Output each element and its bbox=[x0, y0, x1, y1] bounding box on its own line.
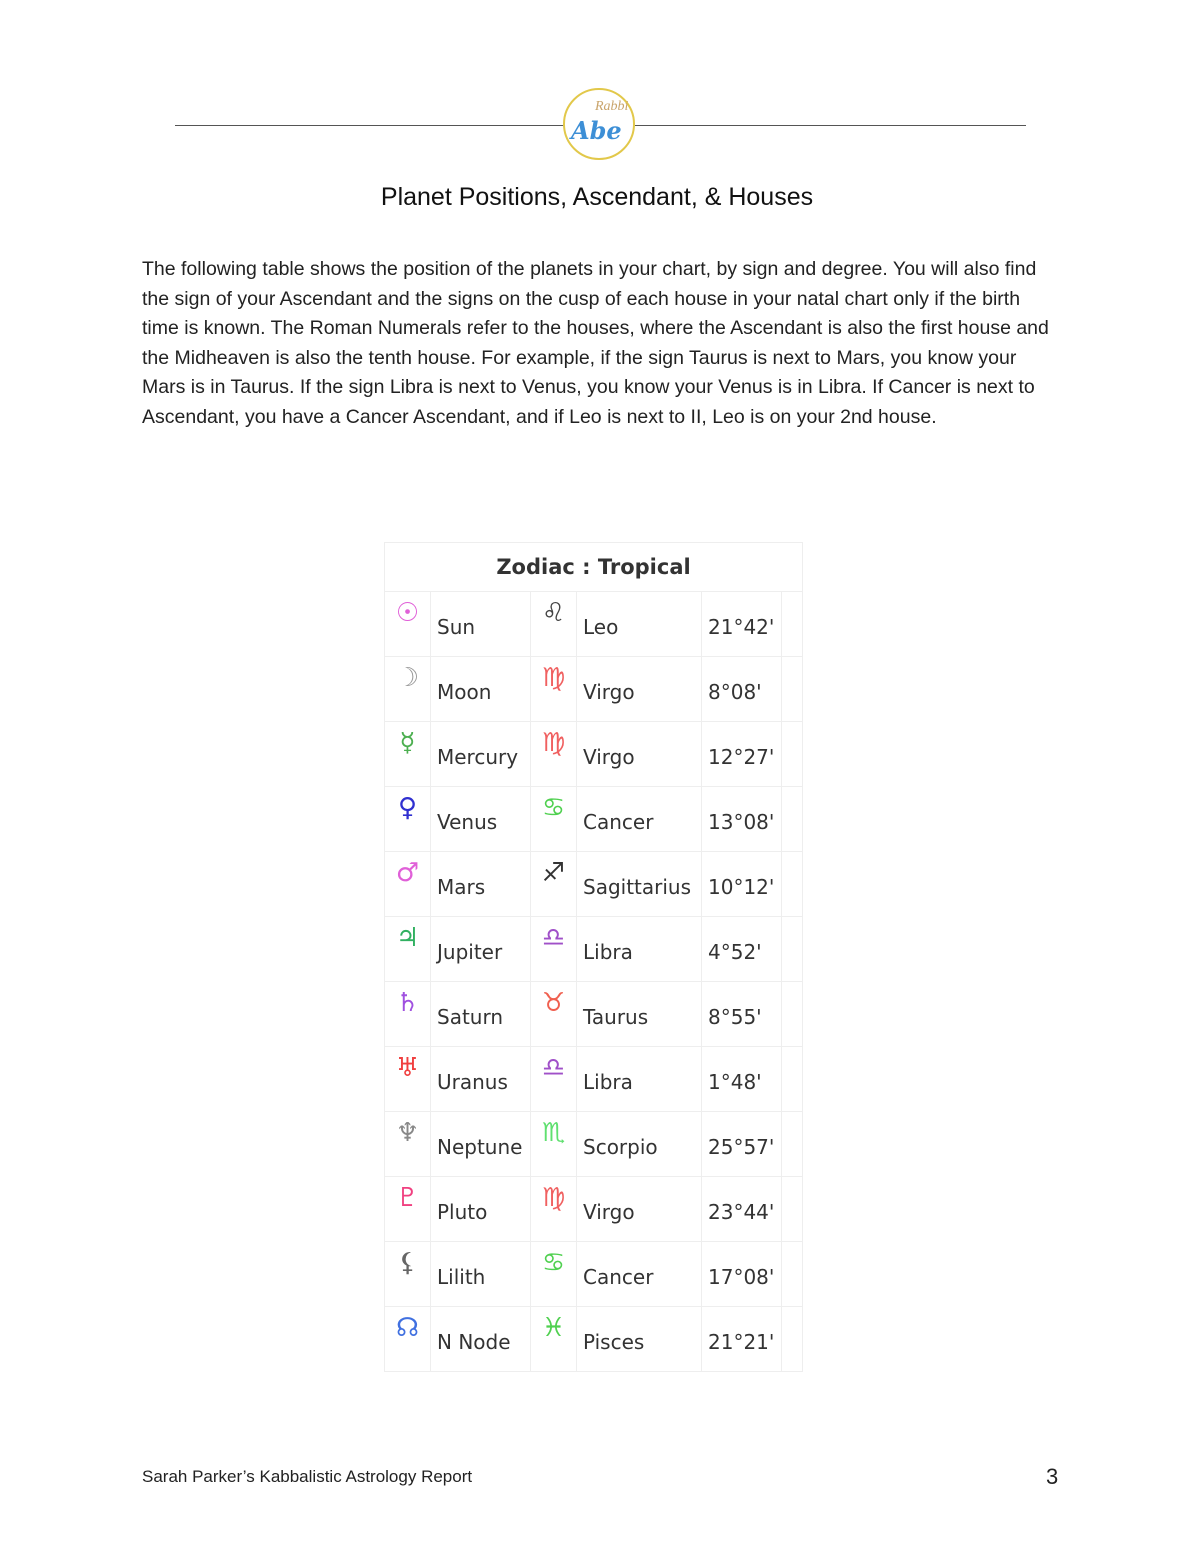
empty-cell bbox=[782, 982, 803, 1047]
logo-abe: Abe bbox=[571, 116, 622, 145]
planet-name: Lilith bbox=[431, 1242, 531, 1307]
table-row bbox=[385, 592, 803, 657]
taurus-icon: ♉︎ bbox=[531, 982, 577, 1047]
pisces-icon: ♓︎ bbox=[531, 1307, 577, 1372]
libra-icon: ♎︎ bbox=[531, 1047, 577, 1112]
north-node-icon: ☊︎ bbox=[385, 1307, 431, 1372]
intro-paragraph: The following table shows the position of the planets in your chart, by sign and degree. You will also find the sign of your Ascendant and the signs on the cusp of each house in your natal chart only if the birth time is known. The Roman Numerals refer to the houses, where the Ascendant is also the first house and the Midheaven is also the tenth house. For example, if the sign Taurus is next to Mars, you know your Mars is in Taurus. If the sign Libra is next to Venus, you know your Venus is in Libra. If Cancer is next to Ascendant, you have a Cancer Ascendant, and if Leo is next to II, Leo is on your 2nd house. bbox=[142, 258, 1049, 428]
degree: 21°42' bbox=[702, 592, 782, 657]
table-row bbox=[385, 1307, 803, 1372]
table-row bbox=[385, 1047, 803, 1112]
table-row bbox=[385, 657, 803, 722]
virgo-icon: ♍︎ bbox=[531, 722, 577, 787]
planet-name: Saturn bbox=[431, 982, 531, 1047]
sign-name: Virgo bbox=[577, 1177, 702, 1242]
empty-cell bbox=[782, 1177, 803, 1242]
footer-report-title: Sarah Parker’s Kabbalistic Astrology Report bbox=[142, 1467, 473, 1486]
table-heading: Zodiac : Tropical bbox=[385, 543, 803, 592]
cancer-icon: ♋︎ bbox=[531, 787, 577, 852]
sign-name: Cancer bbox=[577, 1242, 702, 1307]
degree: 23°44' bbox=[702, 1177, 782, 1242]
virgo-icon: ♍︎ bbox=[531, 1177, 577, 1242]
table-row bbox=[385, 1242, 803, 1307]
header-rule-right bbox=[635, 125, 1026, 126]
sign-name: Virgo bbox=[577, 722, 702, 787]
empty-cell bbox=[782, 657, 803, 722]
planet-name: Moon bbox=[431, 657, 531, 722]
planet-name: Neptune bbox=[431, 1112, 531, 1177]
planet-name: Sun bbox=[431, 592, 531, 657]
cancer-icon: ♋︎ bbox=[531, 1242, 577, 1307]
empty-cell bbox=[782, 1047, 803, 1112]
empty-cell bbox=[782, 917, 803, 982]
degree: 4°52' bbox=[702, 917, 782, 982]
table-row bbox=[385, 722, 803, 787]
table-row bbox=[385, 982, 803, 1047]
planet-positions-table bbox=[384, 542, 803, 1372]
moon-icon: ☽︎ bbox=[385, 657, 431, 722]
table-row bbox=[385, 917, 803, 982]
lilith-icon: ⚸︎ bbox=[385, 1242, 431, 1307]
degree: 25°57' bbox=[702, 1112, 782, 1177]
sagittarius-icon: ♐︎ bbox=[531, 852, 577, 917]
degree: 10°12' bbox=[702, 852, 782, 917]
planet-name: Pluto bbox=[431, 1177, 531, 1242]
table-row bbox=[385, 1177, 803, 1242]
sign-name: Leo bbox=[577, 592, 702, 657]
empty-cell bbox=[782, 1307, 803, 1372]
scorpio-icon: ♏︎ bbox=[531, 1112, 577, 1177]
sign-name: Sagittarius bbox=[577, 852, 702, 917]
degree: 8°08' bbox=[702, 657, 782, 722]
planet-name: Venus bbox=[431, 787, 531, 852]
sign-name: Libra bbox=[577, 1047, 702, 1112]
sun-icon: ☉︎ bbox=[385, 592, 431, 657]
empty-cell bbox=[782, 592, 803, 657]
sign-name: Scorpio bbox=[577, 1112, 702, 1177]
empty-cell bbox=[782, 787, 803, 852]
degree: 8°55' bbox=[702, 982, 782, 1047]
sign-name: Cancer bbox=[577, 787, 702, 852]
neptune-icon: ♆︎ bbox=[385, 1112, 431, 1177]
jupiter-icon: ♃︎ bbox=[385, 917, 431, 982]
empty-cell bbox=[782, 1242, 803, 1307]
degree: 17°08' bbox=[702, 1242, 782, 1307]
page-title: Planet Positions, Ascendant, & Houses bbox=[380, 183, 814, 211]
pluto-icon: ♇︎ bbox=[385, 1177, 431, 1242]
logo bbox=[563, 88, 635, 160]
empty-cell bbox=[782, 852, 803, 917]
sign-name: Taurus bbox=[577, 982, 702, 1047]
planet-name: Jupiter bbox=[431, 917, 531, 982]
sign-name: Virgo bbox=[577, 657, 702, 722]
table-row bbox=[385, 787, 803, 852]
degree: 13°08' bbox=[702, 787, 782, 852]
virgo-icon: ♍︎ bbox=[531, 657, 577, 722]
uranus-icon: ♅︎ bbox=[385, 1047, 431, 1112]
degree: 12°27' bbox=[702, 722, 782, 787]
table-row bbox=[385, 1112, 803, 1177]
page-number: 3 bbox=[1046, 1464, 1059, 1489]
planet-name: N Node bbox=[431, 1307, 531, 1372]
leo-icon: ♌︎ bbox=[531, 592, 577, 657]
mercury-icon: ☿︎ bbox=[385, 722, 431, 787]
planet-name: Uranus bbox=[431, 1047, 531, 1112]
saturn-icon: ♄︎ bbox=[385, 982, 431, 1047]
table-body bbox=[385, 592, 803, 1372]
sign-name: Libra bbox=[577, 917, 702, 982]
planet-name: Mars bbox=[431, 852, 531, 917]
degree: 1°48' bbox=[702, 1047, 782, 1112]
sign-name: Pisces bbox=[577, 1307, 702, 1372]
empty-cell bbox=[782, 722, 803, 787]
logo-rabbi: Rabbi bbox=[595, 99, 629, 114]
empty-cell bbox=[782, 1112, 803, 1177]
table-row bbox=[385, 852, 803, 917]
header-rule-left bbox=[175, 125, 565, 126]
degree: 21°21' bbox=[702, 1307, 782, 1372]
mars-icon: ♂︎ bbox=[385, 852, 431, 917]
planet-name: Mercury bbox=[431, 722, 531, 787]
venus-icon: ♀︎ bbox=[385, 787, 431, 852]
libra-icon: ♎︎ bbox=[531, 917, 577, 982]
